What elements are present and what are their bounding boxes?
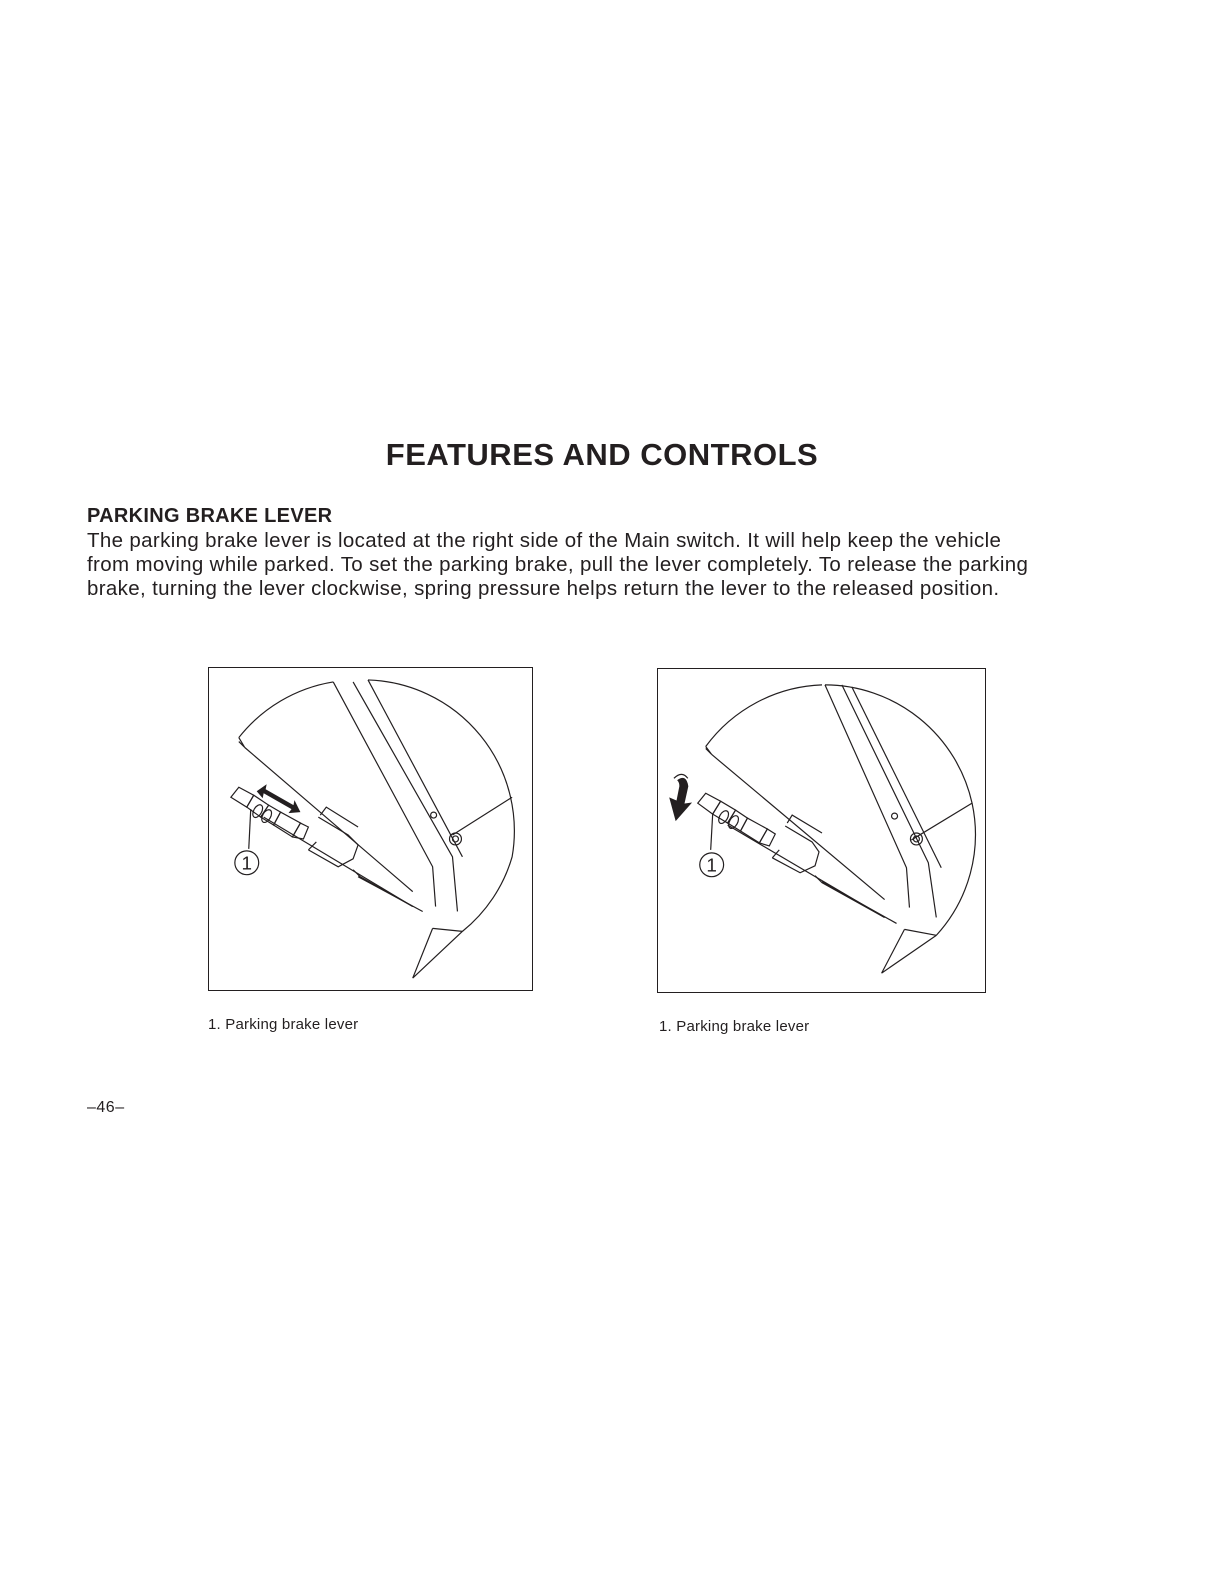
callout-number [700,853,724,877]
page-title: FEATURES AND CONTROLS [385,437,819,472]
figure-parking-brake-release [657,668,986,993]
section-heading: PARKING BRAKE LEVER [87,505,333,527]
curved-arrow-icon [670,774,691,820]
svg-text:1: 1 [241,853,253,875]
body-line: from moving while parked. To set the parking brake, pull the lever completely. To release the parking [87,553,1029,576]
figure-parking-brake-pull [208,667,533,991]
parking-brake-illustration [658,669,985,992]
body-paragraph [87,529,1137,601]
page-number: –46– [87,1099,125,1116]
figure-caption: 1. Parking brake lever [208,1016,359,1033]
body-line: brake, turning the lever clockwise, spring pressure helps return the lever to the released position. [87,577,1000,600]
svg-text:1: 1 [706,855,717,877]
double-arrow-icon [257,784,301,813]
figure-caption: 1. Parking brake lever [659,1018,810,1035]
parking-brake-illustration [209,668,532,990]
callout-number [235,851,259,875]
body-line: The parking brake lever is located at the right side of the Main switch. It will help keep the vehicle [87,529,1002,552]
